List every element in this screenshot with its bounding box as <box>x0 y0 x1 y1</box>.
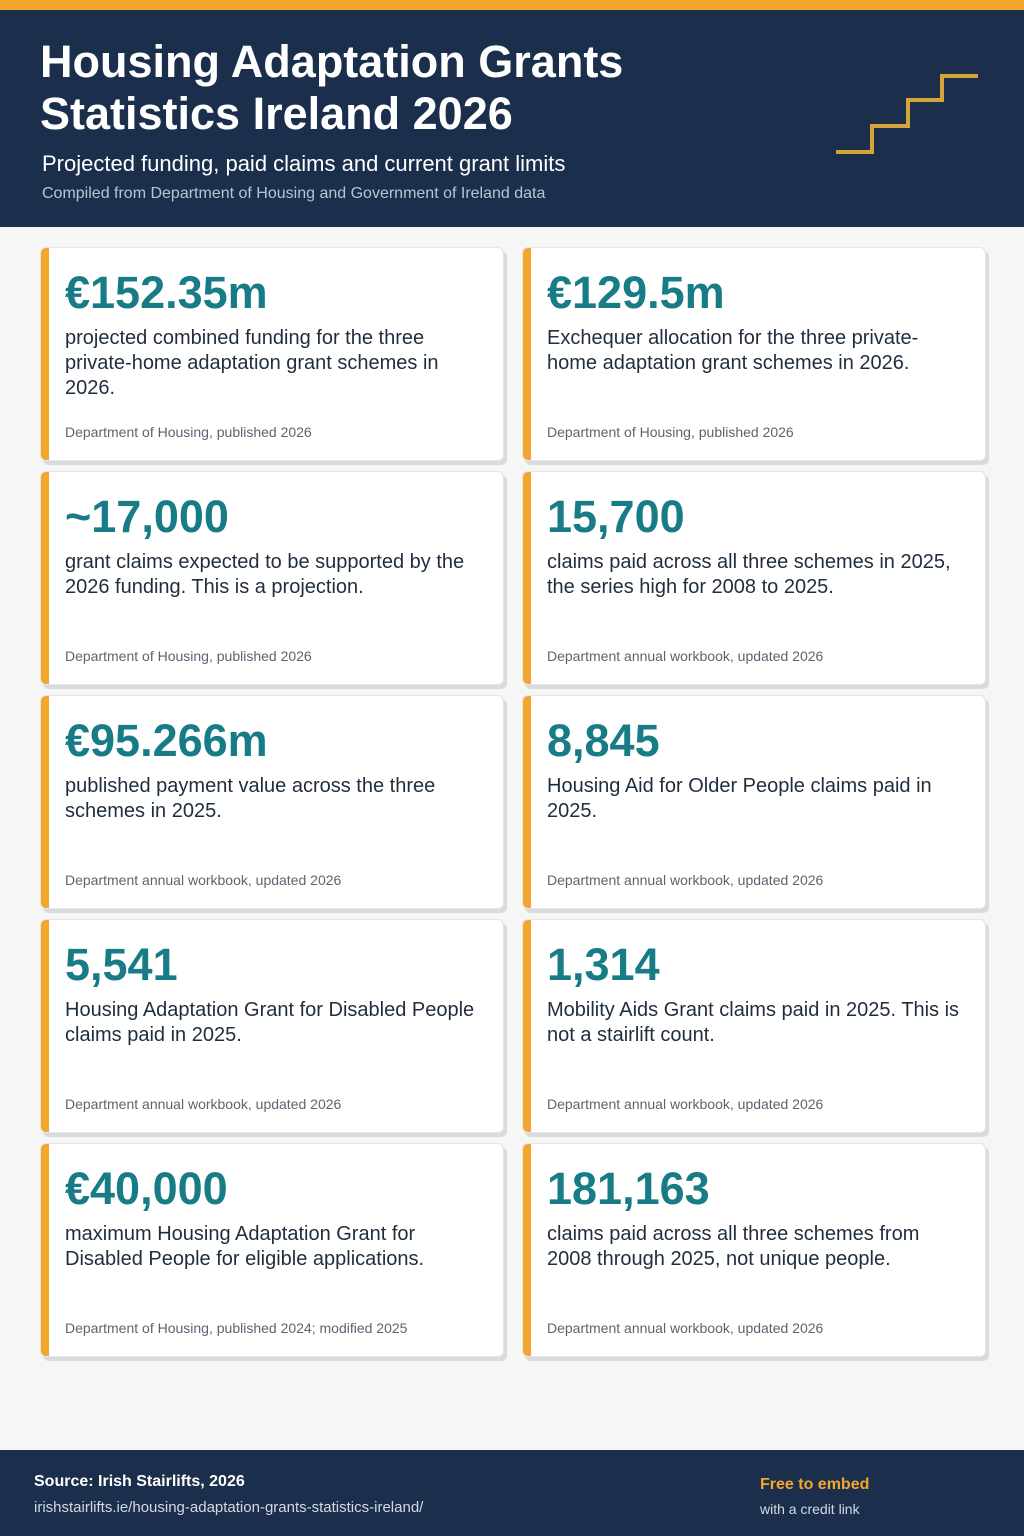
stat-description: Housing Adaptation Grant for Disabled People claims paid in 2025. <box>65 999 475 1046</box>
stat-card <box>40 695 504 909</box>
stat-description: claims paid across all three schemes from 2008 through 2025, not unique people. <box>547 1223 920 1270</box>
stat-source: Department of Housing, published 2026 <box>65 648 312 664</box>
card-accent <box>523 920 531 1132</box>
stat-source: Department of Housing, published 2026 <box>65 424 312 440</box>
stat-description: grant claims expected to be supported by the 2026 funding. This is a projection. <box>65 551 465 598</box>
stat-source: Department annual workbook, updated 2026 <box>547 648 824 664</box>
stat-description: claims paid across all three schemes in 2025, the series high for 2008 to 2025. <box>547 551 951 598</box>
card-accent <box>41 472 49 684</box>
stat-card <box>40 1143 504 1357</box>
card-accent <box>41 696 49 908</box>
page-footer <box>0 1450 1024 1536</box>
page-subtitle: Projected funding, paid claims and current grant limits <box>42 151 566 176</box>
footer-url[interactable]: irishstairlifts.ie/housing-adaptation-grants-statistics-ireland/ <box>34 1499 424 1516</box>
stairs-icon <box>834 72 980 156</box>
stat-card <box>522 919 986 1133</box>
stat-source: Department annual workbook, updated 2026 <box>547 1096 824 1112</box>
stat-value: €152.35m <box>65 267 268 318</box>
card-accent <box>523 696 531 908</box>
stat-source: Department annual workbook, updated 2026 <box>547 872 824 888</box>
stat-source: Department of Housing, published 2026 <box>547 424 794 440</box>
stat-card <box>40 247 504 461</box>
stat-value: €40,000 <box>65 1163 228 1214</box>
top-accent-bar <box>0 0 1024 10</box>
stat-value: 5,541 <box>65 939 178 990</box>
stat-card <box>522 1143 986 1357</box>
stat-description: Housing Aid for Older People claims paid in 2025. <box>547 775 932 822</box>
footer-source: Source: Irish Stairlifts, 2026 <box>34 1473 245 1490</box>
stat-value: 8,845 <box>547 715 660 766</box>
card-accent <box>523 1144 531 1356</box>
stat-value: €95.266m <box>65 715 268 766</box>
card-accent <box>523 248 531 460</box>
card-accent <box>41 248 49 460</box>
stat-description: Exchequer allocation for the three private-home adaptation grant schemes in 2026. <box>547 327 919 374</box>
stat-source: Department annual workbook, updated 2026 <box>547 1320 824 1336</box>
card-accent <box>41 1144 49 1356</box>
stat-source: Department of Housing, published 2024; modified 2025 <box>65 1320 408 1336</box>
stat-card <box>40 919 504 1133</box>
stat-value: 1,314 <box>547 939 660 990</box>
page-title: Housing Adaptation Grants Statistics Ireland 2026 <box>40 36 624 139</box>
stat-card <box>522 695 986 909</box>
stat-source: Department annual workbook, updated 2026 <box>65 1096 342 1112</box>
card-accent <box>41 920 49 1132</box>
card-accent <box>523 472 531 684</box>
stat-description: maximum Housing Adaptation Grant for Disabled People for eligible applications. <box>65 1223 425 1270</box>
stat-description: published payment value across the three schemes in 2025. <box>65 775 436 822</box>
stat-source: Department annual workbook, updated 2026 <box>65 872 342 888</box>
stat-description: Mobility Aids Grant claims paid in 2025. This is not a stairlift count. <box>547 999 960 1046</box>
page-header <box>0 10 1024 227</box>
stat-value: 15,700 <box>547 491 685 542</box>
stat-description: projected combined funding for the three private-home adaptation grant schemes in 2026. <box>65 327 439 399</box>
data-credit: Compiled from Department of Housing and Government of Ireland data <box>42 185 546 202</box>
embed-subtitle: with a credit link <box>760 1501 860 1517</box>
embed-title: Free to embed <box>760 1476 870 1493</box>
stat-card <box>522 471 986 685</box>
stat-card <box>40 471 504 685</box>
stat-card <box>522 247 986 461</box>
stat-value: 181,163 <box>547 1163 710 1214</box>
stat-value: ~17,000 <box>65 491 229 542</box>
stat-value: €129.5m <box>547 267 725 318</box>
